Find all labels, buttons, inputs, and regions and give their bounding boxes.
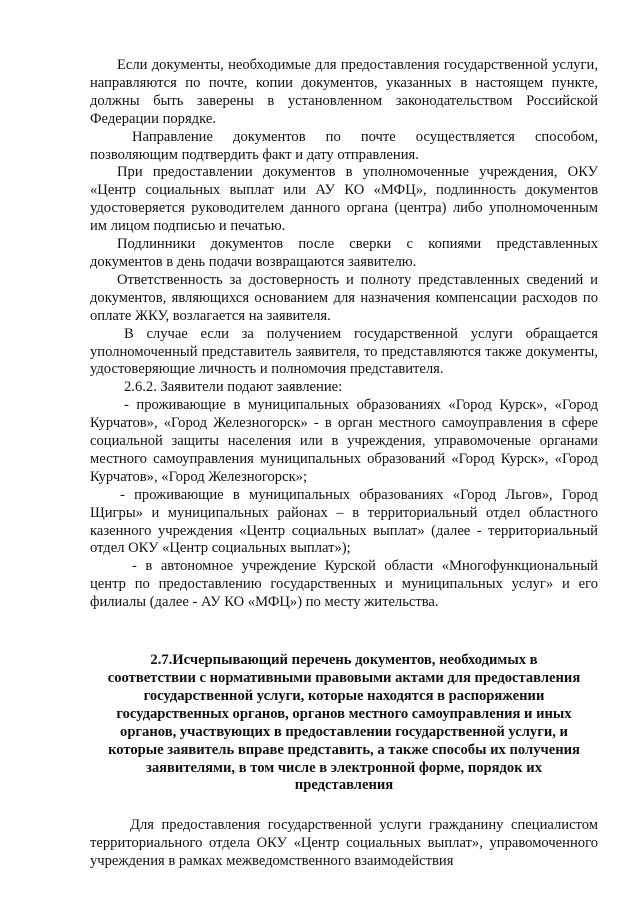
paragraph-authenticity: При предоставлении документов в уполномоченные учреждения, ОКУ «Центр социальных выплат или АУ КО «МФЦ», подлинность документов удостоверяется руководителем данного органа (центра) либо уполномоченным им лицом подписью и печатью. [90,164,598,235]
paragraph-2-6-2: 2.6.2. Заявители подают заявление: [124,379,343,396]
paragraph-lgov-applicants: - проживающие в муниципальных образованиях «Город Льгов», Город Щигры» и муниципальных районах – в территориальный отдел областного казенного учреждения «Центр социальных выплат» (далее - территориальный отдел ОКУ «Центр социальных выплат»); [90,486,598,557]
paragraph-representative: В случае если за получением государственной услуги обращается уполномоченный представитель заявителя, то представляются также документы, удостоверяющие личность и полномочия представителя. [90,325,598,378]
paragraph-kursk-applicants: - проживающие в муниципальных образованиях «Город Курск», «Город Курчатов», «Город Железногорск» - в орган местного самоуправления в сфере социальной защиты населения или в учреждения, управомоченые органами местного самоуправления муниципальных образований «Город Курск», «Город Курчатов», «Город Железногорск»; [90,397,598,485]
paragraph-mail-method: Направление документов по почте осуществляется способом, позволяющим подтвердить факт и дату отправления. [90,128,598,163]
paragraph-mail-copies: Если документы, необходимые для предоставления государственной услуги, направляются по почте, копии документов, указанных в настоящем пункте, должны быть заверены в установленном законодательством Российской Федерации порядке. [90,57,598,127]
paragraph-originals: Подлинники документов после сверки с копиями представленных документов в день подачи возвращаются заявителю. [90,236,598,270]
section-2-7-heading: 2.7.Исчерпывающий перечень документов, необходимых в соответствии с нормативными правовыми актами для предоставления государственной услуги, которые находятся в распоряжении государственных органов, органов местного самоуправления и иных органов, участвующих в предоставлении государственной услуги, и которые заявитель вправе представить, а также способы их получения заявителями, в том числе в электронной форме, порядок их представления [107,652,581,794]
paragraph-final: Для предоставления государственной услуги гражданину специалистом территориального отдела ОКУ «Центр социальных выплат», управомоченного учреждения в рамках межведомственного взаимодействия [90,817,598,870]
paragraph-responsibility: Ответственность за достоверность и полноту представленных сведений и документов, являющихся основанием для назначения компенсации расходов по оплате ЖКУ, возлагается на заявителя. [90,271,598,324]
document-page [90,57,598,871]
paragraph-mfc-applicants: - в автономное учреждение Курской области «Многофункциональный центр по предоставлению государственных и муниципальных услуг» и его филиалы (далее - АУ КО «МФЦ») по месту жительства. [90,558,598,611]
